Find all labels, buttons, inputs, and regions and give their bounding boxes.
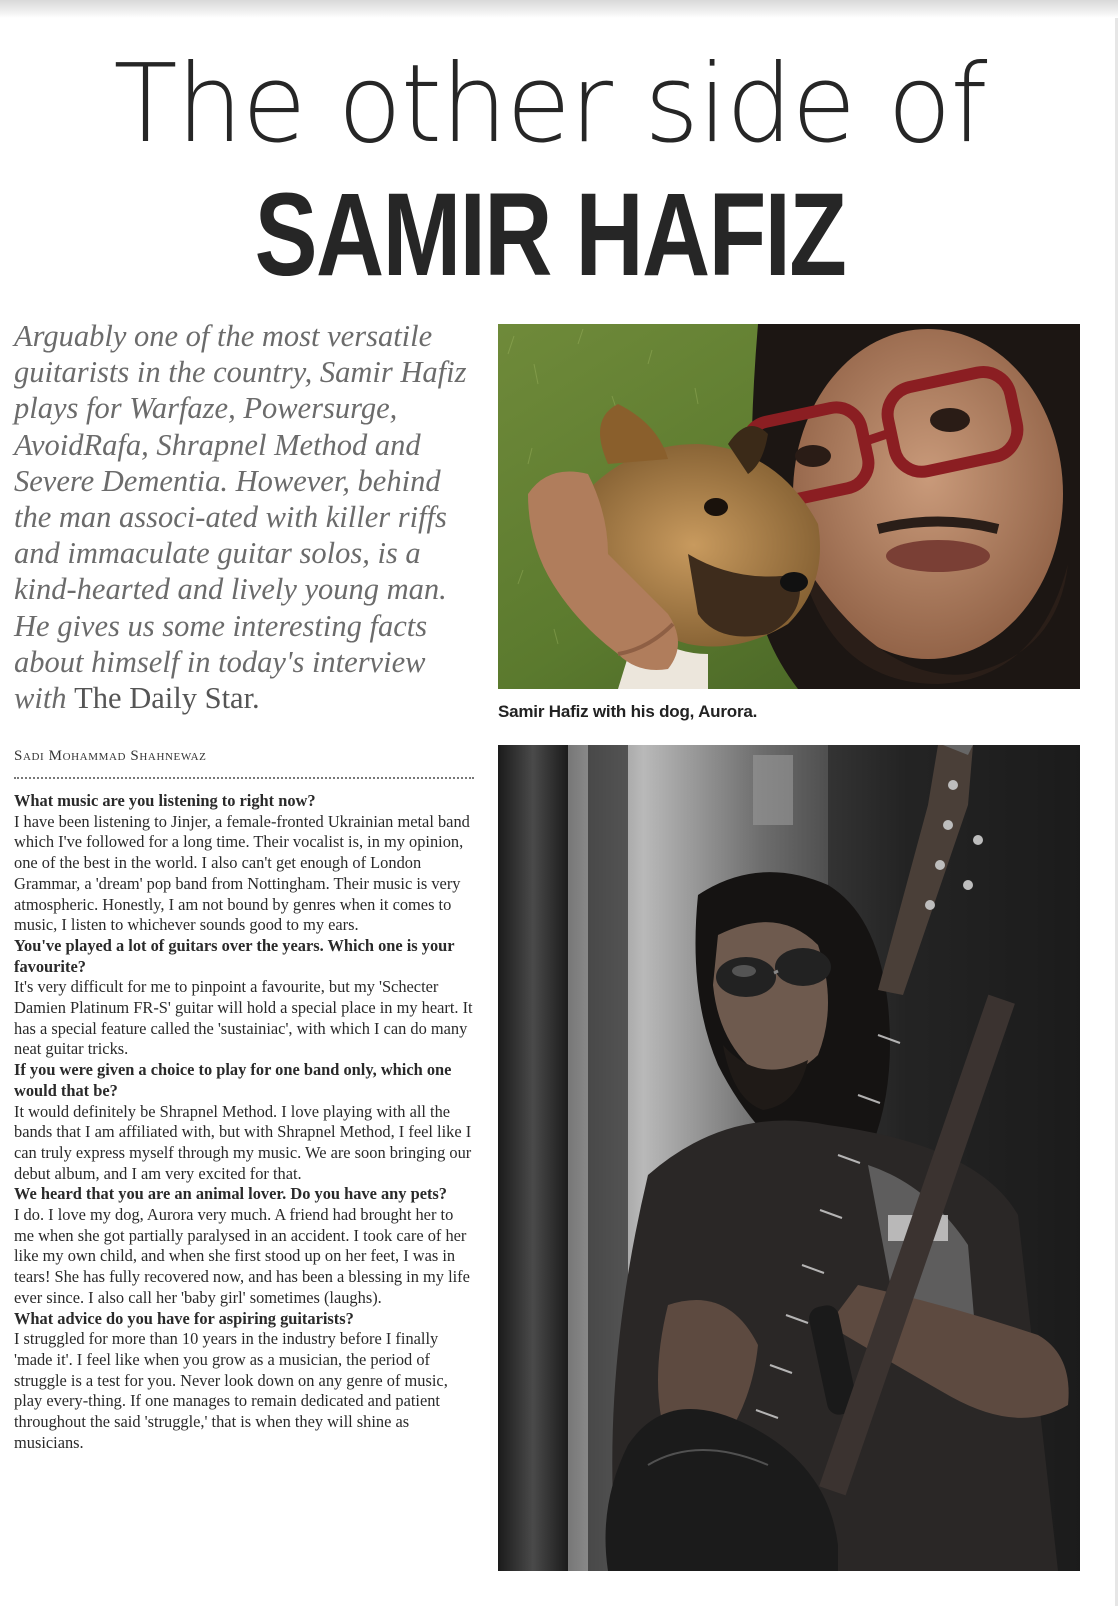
- intro-text: Arguably one of the most versatile guitarists in the country, Samir Hafiz plays for Warfaze, Powersurge, AvoidRafa, Shrapnel Method and Severe Dementia. However, behind the man associ-ated with killer riffs and immaculate guitar solos, is a kind-hearted and lively young man. He gives us some interesting facts about himself in today's interview with: [14, 319, 467, 716]
- intro-paragraph: [14, 318, 484, 716]
- question-3: If you were given a choice to play for one band only, which one would that be?: [14, 1060, 452, 1100]
- byline: Sadi Mohammad Shahnewaz: [14, 748, 207, 764]
- headline-name: SAMIR HAFIZ: [254, 169, 846, 301]
- photo-samir-with-guitar: [498, 745, 1080, 1571]
- question-5: What advice do you have for aspiring guitarists?: [14, 1308, 354, 1328]
- question-2: You've played a lot of guitars over the years. Which one is your favourite?: [14, 935, 455, 976]
- headline-top: The other side of: [113, 42, 987, 167]
- answer-4: I do. I love my dog, Aurora very much. A friend had brought her to me when she got partially paralysed in an accident. I took care of her like my own child, and when she first stood up on her feet, I was in tears! She has fully recovered now, and has been a blessing in my life ever since. I also call her 'baby girl' sometimes (laughs).: [14, 1205, 470, 1307]
- answer-1: I have been listening to Jinjer, a female-fronted Ukrainian metal band which I've followed for a long time. Their vocalist is, in my opinion, one of the best in the world. I also can't get enough of London Grammar, a 'dream' pop band from Nottingham. Their music is very atmospheric. Honestly, I am not bound by genres when it comes to music, I listen to whichever sounds good to my ears.: [14, 811, 470, 935]
- photo-caption: Samir Hafiz with his dog, Aurora.: [498, 702, 758, 721]
- qa-section: [14, 791, 476, 1454]
- answer-3: It would definitely be Shrapnel Method. I love playing with all the bands that I am affiliated with, but with Shrapnel Method, I feel like I can truly express myself through my music. We are soon bringing our debut album, and I am very excited for that.: [14, 1101, 472, 1183]
- question-4: We heard that you are an animal lover. Do you have any pets?: [14, 1184, 448, 1204]
- question-1: What music are you listening to right now?: [14, 791, 316, 810]
- answer-2: It's very difficult for me to pinpoint a favourite, but my 'Schecter Damien Platinum FR-S' guitar will hold a special place in my heart. It has a special feature called the 'sustainiac', with which I can do many neat guitar tricks.: [14, 977, 473, 1059]
- answer-5: I struggled for more than 10 years in the industry before I finally 'made it'. I feel like when you grow as a musician, the period of struggle is a test for you. Never look down on any genre of music, play every-thing. If one manages to remain dedicated and patient throughout the said 'struggle,' that is when they will shine as musicians.: [14, 1329, 448, 1452]
- byline-divider: [14, 777, 474, 779]
- intro-paper-name: The Daily Star.: [74, 681, 260, 716]
- page-top-shadow: [0, 0, 1118, 18]
- photo-samir-with-dog: [498, 324, 1080, 689]
